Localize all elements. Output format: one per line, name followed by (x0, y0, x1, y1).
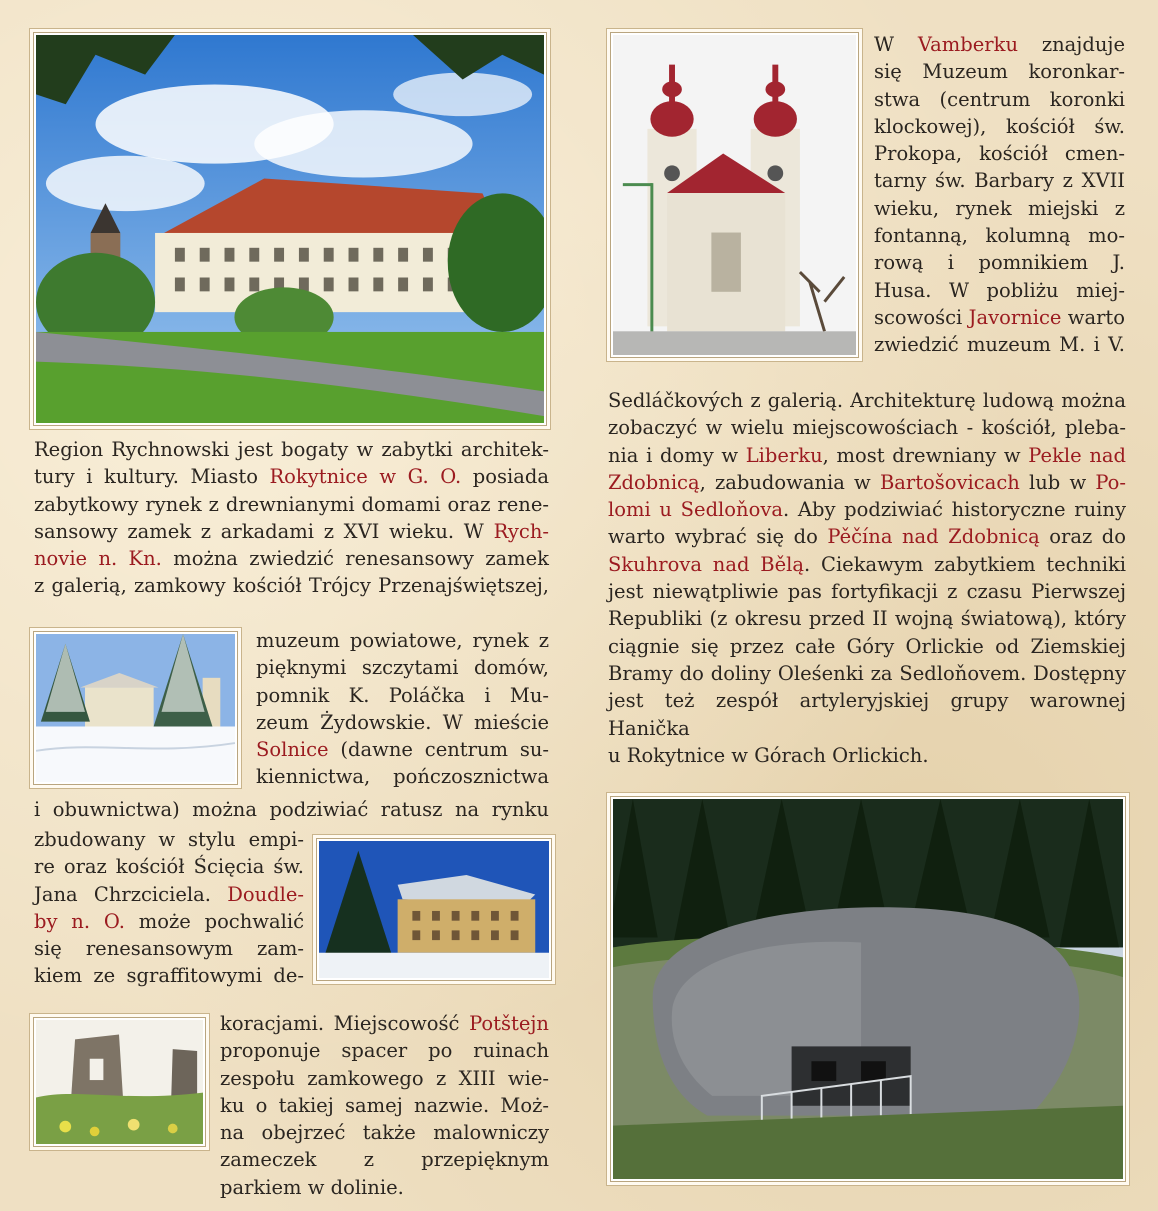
text-segment: zobaczyć w wielu miejscowościach - kościół, pleba- (608, 416, 1126, 440)
text-segment: posiada (461, 465, 549, 489)
text-segment: zwiedzić muzeum M. i V. (874, 333, 1125, 357)
place-name-highlight: Pekle nad (1028, 443, 1127, 467)
place-name-highlight: Rych- (493, 519, 549, 543)
text-segment: Husa. W pobliżu miej- (874, 278, 1125, 302)
text-segment: kiennictwa, pończosznictwa (256, 765, 549, 789)
text-line (608, 469, 1126, 496)
place-name-highlight: Liberku (745, 443, 823, 467)
text-line (220, 1065, 549, 1092)
text-segment: tury i kultury. Miasto (34, 465, 270, 489)
text-line (256, 654, 549, 681)
text-segment: jest też zespół artyleryjskiej grupy warownej Hanička (608, 689, 1126, 740)
place-name-highlight: Bartošovicach (879, 470, 1020, 494)
text-line (874, 304, 1125, 331)
text-line (874, 167, 1125, 194)
place-name-highlight: Zdobnicą (608, 470, 700, 494)
text-line (608, 660, 1126, 687)
text-line (34, 935, 304, 962)
text-line (256, 736, 549, 763)
text-line (608, 633, 1126, 660)
text-segment: zeum Żydowskie. W mieście (256, 710, 549, 734)
place-name-highlight: by n. O. (34, 909, 125, 933)
text-segment: się Muzeum koronkar- (874, 60, 1125, 84)
text-segment: (dawne centrum su- (328, 738, 549, 762)
text-segment: warto wybrać się do (608, 525, 828, 549)
text-line (608, 387, 1126, 414)
text-line (34, 572, 549, 599)
text-line (608, 551, 1126, 578)
church-image (613, 35, 856, 355)
text-line (220, 1146, 549, 1201)
text-line (608, 414, 1126, 441)
chateau-image (36, 35, 544, 423)
text-segment: Sedláčkových z galerią. Architekturę ludową można (608, 389, 1126, 412)
text-segment: . Ciekawym zabytkiem techniki (804, 552, 1126, 576)
text-line (608, 442, 1126, 469)
winter-manor-image (319, 841, 549, 978)
text-line (220, 1037, 549, 1064)
place-name-highlight: Rokytnice w G. O. (269, 465, 462, 489)
text-line (874, 222, 1125, 249)
left-paragraph-1 (34, 436, 549, 600)
text-line (220, 1119, 549, 1146)
text-line (34, 518, 549, 545)
text-segment: się renesansowym zam- (34, 937, 304, 961)
text-line (256, 763, 549, 790)
text-segment: zbudowany w stylu empi- (34, 828, 304, 851)
text-line (34, 826, 304, 853)
text-segment: warto (1061, 305, 1125, 329)
place-name-highlight: Doudle- (227, 882, 304, 906)
text-segment: ku o takiej samej nazwie. Moż- (220, 1093, 549, 1117)
text-segment: koracjami. Miejscowość (220, 1012, 470, 1035)
left-paragraph-3 (34, 796, 549, 823)
castle-ruins-image (36, 1020, 203, 1144)
text-segment: W (874, 33, 918, 56)
text-segment: , most drewniany w (822, 443, 1029, 467)
text-segment: jest niewątpliwie pas fortyfikacji z czasu Pierwszej (608, 580, 1126, 604)
text-segment: scowości (874, 305, 969, 329)
text-segment: nia i domy w (608, 443, 746, 467)
text-segment: można zwiedzić renesansowy zamek (161, 547, 549, 571)
text-line (220, 1010, 549, 1037)
text-line (874, 86, 1125, 113)
text-line (256, 627, 549, 654)
photo-chateau (34, 33, 546, 425)
text-segment: Jana Chrzciciela. (34, 882, 228, 906)
photo-bunker (611, 797, 1125, 1181)
text-segment: oraz do (1039, 525, 1126, 549)
text-line (608, 687, 1126, 742)
text-segment: sansowy zamek z arkadami z XVI wieku. W (34, 519, 494, 543)
text-segment: z galerią, zamkowy kościół Trójcy Przenajświętszej, (34, 574, 549, 598)
text-line (874, 195, 1125, 222)
text-segment: znajduje (1018, 33, 1125, 56)
place-name-highlight: lomi u Sedloňova (608, 498, 783, 522)
text-line (874, 277, 1125, 304)
text-segment: może pochwalić (124, 909, 304, 933)
text-line (220, 1092, 549, 1119)
text-segment: fontanną, kolumną mo- (874, 224, 1125, 248)
text-line (608, 578, 1126, 605)
left-paragraph-4 (34, 826, 304, 990)
text-line (874, 58, 1125, 85)
photo-winter-chateau (34, 632, 237, 784)
text-segment: rową i pomnikiem J. (874, 251, 1125, 275)
text-segment: zameczek z przepięknym parkiem w dolinie. (220, 1148, 549, 1199)
text-segment: muzeum powiatowe, rynek z (256, 629, 549, 652)
text-line (34, 545, 549, 572)
text-segment: . Aby podziwiać historyczne ruiny (782, 498, 1126, 522)
text-line (874, 249, 1125, 276)
text-segment: Republiki (z okresu przed II wojną światową), który (608, 607, 1126, 631)
text-line (874, 331, 1125, 358)
winter-chateau-image (36, 634, 235, 782)
text-segment: zespołu zamkowego z XIII wie- (220, 1066, 549, 1090)
text-segment: Region Rychnowski jest bogaty w zabytki architek- (34, 438, 549, 461)
text-line (34, 491, 549, 518)
photo-church (611, 33, 858, 357)
text-segment: ciągnie się przez całe Góry Orlickie od Ziemskiej (608, 634, 1126, 658)
text-line (608, 523, 1126, 550)
text-segment: lub w (1019, 470, 1096, 494)
place-name-highlight: Vamberku (917, 33, 1019, 56)
left-paragraph-5 (220, 1010, 549, 1201)
text-segment: pięknymi szczytami domów, (256, 656, 549, 680)
text-line (34, 853, 304, 880)
left-paragraph-2 (256, 627, 549, 791)
text-segment: na obejrzeć także malowniczy (220, 1121, 549, 1145)
place-name-highlight: Javornice (968, 305, 1062, 329)
right-paragraph-2 (608, 387, 1126, 769)
text-line (34, 908, 304, 935)
text-segment: tarny św. Barbary z XVII (874, 169, 1125, 193)
text-segment: proponuje spacer po ruinach (220, 1039, 549, 1063)
text-line (608, 605, 1126, 632)
text-line (256, 682, 549, 709)
text-line (874, 140, 1125, 167)
text-line (874, 113, 1125, 140)
place-name-highlight: novie n. Kn. (34, 547, 162, 571)
text-segment: zabytkowy rynek z drewnianymi domami oraz rene- (34, 492, 549, 516)
right-paragraph-1 (874, 31, 1125, 359)
text-segment: u Rokytnice w Górach Orlickich. (608, 743, 929, 767)
text-segment: klockowej), kościół św. (874, 114, 1125, 138)
text-line (34, 962, 304, 989)
text-segment: kiem ze sgraffitowymi de- (34, 964, 304, 988)
text-line (874, 31, 1125, 58)
place-name-highlight: Skuhrova nad Bělą (608, 552, 805, 576)
text-line (608, 742, 1126, 769)
text-segment: re oraz kościół Ścięcia św. (34, 855, 304, 879)
photo-winter-manor (317, 839, 551, 980)
text-segment: Bramy do doliny Oleśenki za Sedloňovem. Dostępny (608, 661, 1126, 685)
bunker-image (613, 799, 1123, 1179)
text-segment: , zabudowania w (699, 470, 880, 494)
photo-castle-ruins (34, 1018, 205, 1146)
text-segment: Prokopa, kościół cmen- (874, 142, 1125, 166)
text-line (34, 436, 549, 463)
text-segment: i obuwnictwa) można podziwiać ratusz na rynku (34, 798, 549, 821)
text-line (34, 881, 304, 908)
place-name-highlight: Solnice (256, 738, 329, 762)
text-line (608, 496, 1126, 523)
text-segment: wieku, rynek miejski z (874, 196, 1125, 220)
place-name-highlight: Pěčína nad Zdobnicą (827, 525, 1040, 549)
place-name-highlight: Potštejn (469, 1012, 549, 1035)
text-segment: stwa (centrum koronki (874, 87, 1125, 111)
text-line (34, 796, 549, 823)
text-line (256, 709, 549, 736)
place-name-highlight: Po- (1095, 470, 1126, 494)
text-segment: pomnik K. Poláčka i Mu- (256, 683, 549, 707)
text-line (34, 463, 549, 490)
